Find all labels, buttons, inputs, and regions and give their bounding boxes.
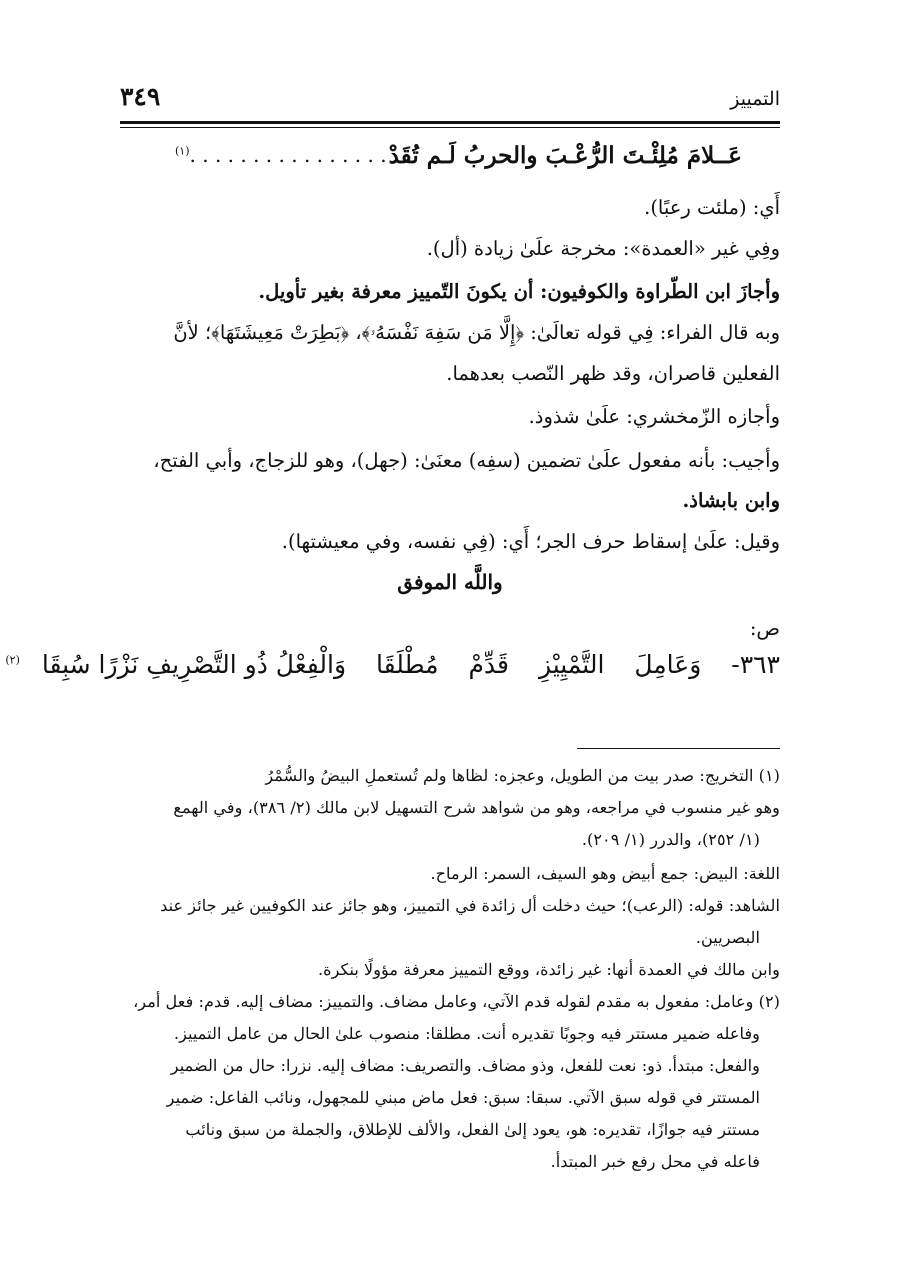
nazm-word: التَّمْيِيْزِ xyxy=(538,650,605,679)
body-line: وفِي غير «العمدة»: مخرجة علَىٰ زيادة (أل). xyxy=(426,237,780,260)
footnote-line: وهو غير منسوب في مراجعه، وهو من شواهد شرح التسهيل لابن مالك (٢/ ٣٨٦)، وفي الهمع xyxy=(173,798,780,817)
footnote-line: الشاهد: قوله: (الرعب)؛ حيث دخلت أل زائدة في التمييز، وهو جائز عند الكوفيين غير جائز عند xyxy=(160,896,780,915)
footnote-line: (٢) وعامل: مفعول به مقدم لقوله قدم الآتي، وعامل مضاف. والتمييز: مضاف إليه. قدم: فعل أمر، xyxy=(133,992,780,1011)
body-line: وقيل: علَىٰ إسقاط حرف الجر؛ أَي: (فِي نفسه، وفي معيشتها). xyxy=(281,530,780,553)
nazm-word: مُطْلَقَا xyxy=(376,650,439,679)
body-line: وأجازه الزّمخشري: علَىٰ شذوذ. xyxy=(528,405,780,428)
nazm-footnote-ref: (٢) xyxy=(5,653,20,667)
footnote-line: وابن مالك في العمدة أنها: غير زائدة، ووقع التمييز معرفة مؤولًا بنكرة. xyxy=(317,960,780,979)
verse-footnote-ref: (١) xyxy=(175,144,190,158)
matn-label: ص: xyxy=(749,617,780,640)
header-rule-thin xyxy=(120,127,780,128)
footnote-line: وفاعله ضمير مستتر فيه وجوبًا تقديره أنت. مطلقا: منصوب علىٰ الحال من عامل التمييز. xyxy=(173,1024,760,1043)
body-line: وأجيب: بأنه مفعول علَىٰ تضمين (سفِه) معنَىٰ: (جهل)، وهو للزجاج، وأبي الفتح، xyxy=(153,449,780,472)
verse-ellipsis: $^{(١)}$. . . . . . . . . . . . . . . . . xyxy=(175,143,400,167)
footnote-line: (١) التخريج: صدر بيت من الطويل، وعجزه: لظاها ولم تُستعملِ البيضُ والسُّمْرُ xyxy=(265,766,780,785)
nazm-word: وَالْفِعْلُ ذُو التَّصْرِيفِ نَزْرًا سُبِقَا xyxy=(41,650,347,679)
body-line: الفعلين قاصران، وقد ظهر النّصب بعدهما. xyxy=(446,362,780,385)
body-line: وابن بابشاذ. xyxy=(682,489,780,512)
chapter-title: التمييز xyxy=(730,88,780,110)
body-line: وبه قال الفراء: فِي قوله تعالَىٰ: ﴿إِلَّا مَن سَفِهَ نَفْسَهُۥ﴾، ﴿بَطِرَتْ مَعِيشَتَهَا﴾؛ لأنَّ xyxy=(173,321,780,344)
header-rule-thick xyxy=(120,121,780,124)
footnote-line: (١/ ٢٥٢)، والدرر (١/ ٢٠٩). xyxy=(581,830,760,849)
body-line: وأجازَ ابن الطّراوة والكوفيون: أن يكونَ التّمييز معرفة بغير تأويل. xyxy=(258,280,780,303)
nazm-word: قَدِّمْ xyxy=(468,650,509,679)
closing-phrase: واللَّه الموفق xyxy=(397,570,503,594)
poetry-verse: عَــلامَ مُلِئْـتَ الرُّعْـبَ والحربُ لَـم تُقَدْ xyxy=(388,142,742,169)
footnote-line: المستتر في قوله سبق الآتي. سبقا: سبق: فعل ماض مبني للمجهول، ونائب الفاعل: ضمير xyxy=(166,1088,760,1107)
footnote-line: فاعله في محل رفع خبر المبتدأ. xyxy=(550,1152,760,1171)
footnote-line: البصريين. xyxy=(695,928,760,947)
footnote-line: مستتر فيه جوازًا، تقديره: هو، يعود إلىٰ الفعل، والألف للإطلاق، والجملة من سبق ونائب xyxy=(185,1120,760,1139)
body-line: أَي: (ملئت رعبًا). xyxy=(644,196,780,219)
nazm-verse xyxy=(5,650,780,679)
footnote-line: اللغة: البيض: جمع أبيض وهو السيف، السمر: الرماح. xyxy=(430,864,780,883)
footnote-separator xyxy=(577,748,780,749)
running-header xyxy=(120,82,780,118)
footnote-line: والفعل: مبتدأ. ذو: نعت للفعل، وذو مضاف. والتصريف: مضاف إليه. نزرا: حال من الضمير xyxy=(170,1056,760,1075)
page-number: ٣٤٩ xyxy=(120,82,161,111)
nazm-word: وَعَامِلَ xyxy=(634,650,702,679)
nazm-number: ٣٦٣- xyxy=(731,650,780,679)
